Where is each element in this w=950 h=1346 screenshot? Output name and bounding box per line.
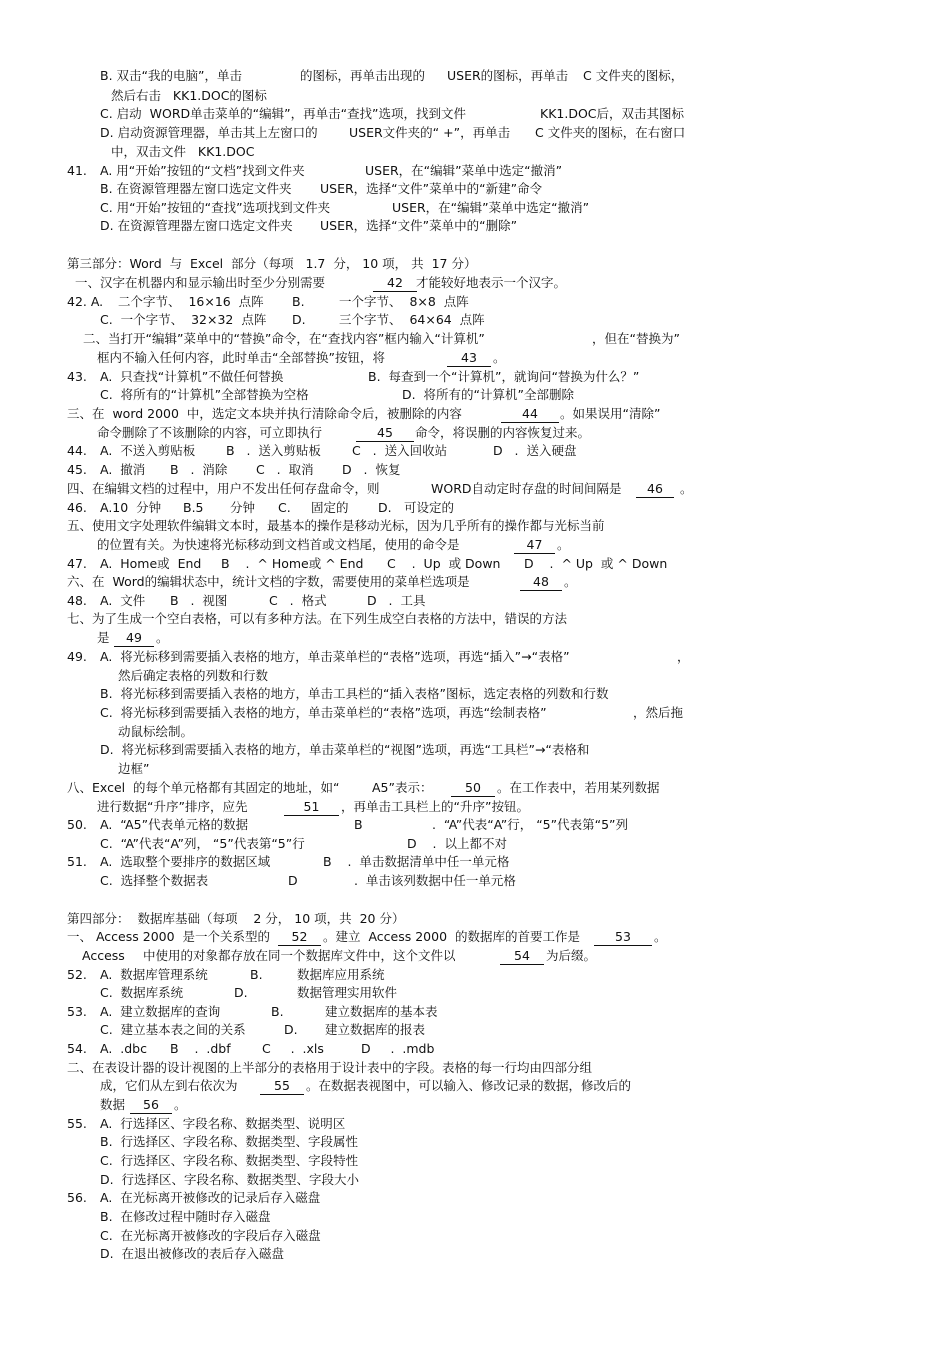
text-segment: A. .dbc bbox=[100, 1041, 147, 1056]
text-segment: D bbox=[288, 873, 298, 888]
text-segment: B. 每查到一个“计算机”，就询问“替换为什么？” bbox=[368, 369, 640, 384]
text-segment: 。 bbox=[174, 1097, 187, 1112]
text-segment: USER的图标，再单击 bbox=[447, 68, 569, 83]
text-segment: 41. bbox=[67, 163, 87, 178]
text-segment: A5”表示： bbox=[372, 780, 433, 795]
text-segment: A. 建立数据库的查询 bbox=[100, 1004, 221, 1019]
text-segment: A. 在光标离开被修改的记录后存入磁盘 bbox=[100, 1190, 321, 1205]
text-segment: B . 送入剪贴板 bbox=[226, 443, 321, 458]
text-segment: C. bbox=[278, 500, 291, 515]
text-segment: D. 将光标移到需要插入表格的地方，单击菜单栏的“视图”选项，再选“工具栏”→“表格和 bbox=[100, 742, 590, 757]
text-segment: 数据库应用系统 bbox=[297, 967, 385, 982]
answer-blank: 56 bbox=[130, 1097, 172, 1114]
text-segment: 51. bbox=[67, 854, 87, 869]
text-segment: A. 撤消 bbox=[100, 462, 146, 477]
answer-blank: 50 bbox=[451, 780, 495, 797]
text-segment: 命令，将误删的内容恢复过来。 bbox=[415, 425, 591, 440]
answer-blank: 48 bbox=[520, 574, 562, 591]
text-segment: B. bbox=[292, 294, 305, 309]
text-segment: 52. bbox=[67, 967, 87, 982]
text-segment: 中，双击文件 KK1.DOC bbox=[111, 144, 255, 159]
answer-blank: 51 bbox=[284, 799, 339, 816]
text-segment: C . Up 或 Down bbox=[387, 556, 501, 571]
text-segment: 命令删除了不该删除的内容，可立即执行 bbox=[97, 425, 323, 440]
text-segment: B. 行选择区、字段名称、数据类型、字段属性 bbox=[100, 1134, 358, 1149]
text-segment: 。如果误用“清除” bbox=[560, 406, 661, 421]
text-segment: D . 工具 bbox=[367, 593, 426, 608]
answer-blank: 53 bbox=[594, 929, 652, 946]
text-segment: D. 行选择区、字段名称、数据类型、字段大小 bbox=[100, 1172, 360, 1187]
answer-blank: 55 bbox=[260, 1078, 304, 1095]
text-segment: 的位置有关。为快速将光标移动到文档首或文档尾，使用的命令是 bbox=[97, 537, 460, 552]
text-segment: D . 以上都不对 bbox=[407, 836, 507, 851]
text-segment: C . .xls bbox=[262, 1041, 324, 1056]
text-segment: 一、汉字在机器内和显示输出时至少分别需要 bbox=[75, 275, 326, 290]
text-segment: 数据管理实用软件 bbox=[297, 985, 398, 1000]
text-segment: B . 单击数据清单中任一单元格 bbox=[323, 854, 510, 869]
text-segment: B. 在资源管理器左窗口选定文件夹 bbox=[100, 181, 292, 196]
text-segment: 。 bbox=[557, 537, 570, 552]
answer-blank: 47 bbox=[514, 537, 555, 554]
text-segment: C. 行选择区、字段名称、数据类型、字段特性 bbox=[100, 1153, 359, 1168]
text-segment: C. “A”代表“A”列， “5”代表第“5”行 bbox=[100, 836, 305, 851]
text-segment: USER文件夹的“ +”，再单击 bbox=[349, 125, 511, 140]
answer-blank: 42 bbox=[373, 275, 417, 292]
text-segment: B.5 bbox=[183, 500, 204, 515]
text-segment: C. 将光标移到需要插入表格的地方，单击菜单栏的“表格”选项，再选“绘制表格” bbox=[100, 705, 547, 720]
text-segment: B . ^ Home或 ^ End bbox=[221, 556, 364, 571]
text-segment: 56. bbox=[67, 1190, 87, 1205]
text-segment: USER，在“编辑”菜单中选定“撤消” bbox=[365, 163, 563, 178]
text-segment: 然后确定表格的列数和行数 bbox=[118, 668, 269, 683]
text-segment: C. 数据库系统 bbox=[100, 985, 184, 1000]
text-segment: 。在工作表中，若用某列数据 bbox=[497, 780, 660, 795]
text-segment: 。 bbox=[493, 350, 506, 365]
text-segment: 一、 Access 2000 是一个关系型的 bbox=[67, 929, 270, 944]
text-segment: 48. bbox=[67, 593, 87, 608]
text-segment: A. 只查找“计算机”不做任何替换 bbox=[100, 369, 284, 384]
text-segment: 可设定的 bbox=[404, 500, 455, 515]
answer-blank: 46 bbox=[636, 481, 674, 498]
text-segment: 54. bbox=[67, 1041, 87, 1056]
text-segment: B. 在修改过程中随时存入磁盘 bbox=[100, 1209, 271, 1224]
answer-blank: 45 bbox=[356, 425, 414, 442]
text-segment: A. “A5”代表单元格的数据 bbox=[100, 817, 249, 832]
text-segment: 。 bbox=[564, 574, 577, 589]
text-segment: C. 用“开始”按钮的“查找”选项找到文件夹 bbox=[100, 200, 331, 215]
text-segment: 第三部分：Word 与 Excel 部分（每项 1.7 分， 10 项， 共 17 分） bbox=[67, 256, 477, 271]
text-segment: D. 在退出被修改的表后存入磁盘 bbox=[100, 1246, 285, 1261]
text-segment: 44. bbox=[67, 443, 87, 458]
text-segment: 是 bbox=[97, 630, 110, 645]
text-segment: 建立数据库的报表 bbox=[325, 1022, 426, 1037]
answer-blank: 43 bbox=[447, 350, 491, 367]
text-segment: 。建立 Access 2000 的数据库的首要工作是 bbox=[323, 929, 580, 944]
text-segment: 固定的 bbox=[311, 500, 349, 515]
text-segment: USER，在“编辑”菜单中选定“撤消” bbox=[392, 200, 590, 215]
text-segment: 建立数据库的基本表 bbox=[325, 1004, 438, 1019]
text-segment: D. 将所有的“计算机”全部删除 bbox=[402, 387, 574, 402]
text-segment: B . 消除 bbox=[170, 462, 228, 477]
text-segment: D . 恢复 bbox=[342, 462, 401, 477]
text-segment: C. 将所有的“计算机”全部替换为空格 bbox=[100, 387, 309, 402]
text-segment: 五、使用文字处理软件编辑文本时，最基本的操作是移动光标，因为几乎所有的操作都与光标当前 bbox=[67, 518, 605, 533]
text-segment: 二、当打开“编辑”菜单中的“替换”命令，在“查找内容”框内输入“计算机” bbox=[83, 331, 485, 346]
text-segment: D. bbox=[234, 985, 248, 1000]
text-segment: 才能较好地表示一个汉字。 bbox=[416, 275, 567, 290]
text-segment: C. 启动 WORD单击菜单的“编辑”，再单击“查找”选项，找到文件 bbox=[100, 106, 467, 121]
text-segment: 45. bbox=[67, 462, 87, 477]
text-segment: B. bbox=[271, 1004, 284, 1019]
text-segment: 三、在 word 2000 中，选定文本块并执行清除命令后，被删除的内容 bbox=[67, 406, 462, 421]
text-segment: 55. bbox=[67, 1116, 87, 1131]
text-segment: 分钟 bbox=[230, 500, 256, 515]
text-segment: C . 取消 bbox=[256, 462, 314, 477]
text-segment: C . 送入回收站 bbox=[352, 443, 448, 458]
text-segment: 三个字节、 64×64 点阵 bbox=[339, 312, 485, 327]
text-segment: D. bbox=[292, 312, 306, 327]
text-segment: A. 将光标移到需要插入表格的地方，单击菜单栏的“表格”选项，再选“插入”→“表格” bbox=[100, 649, 570, 664]
answer-blank: 44 bbox=[501, 406, 559, 423]
text-segment: 成，它们从左到右依次为 bbox=[100, 1078, 238, 1093]
text-segment: D. bbox=[378, 500, 392, 515]
text-segment: 。 bbox=[156, 630, 169, 645]
text-segment: 七、为了生成一个空白表格，可以有多种方法。在下列生成空白表格的方法中，错误的方法 bbox=[67, 611, 568, 626]
text-segment: A. 数据库管理系统 bbox=[100, 967, 208, 982]
text-segment: 数据 bbox=[100, 1097, 126, 1112]
text-segment: 二、在表设计器的设计视图的上半部分的表格用于设计表中的字段。表格的每一行均由四部分组 bbox=[67, 1060, 593, 1075]
text-segment: 43. bbox=[67, 369, 87, 384]
text-segment: 。在数据表视图中，可以输入、修改记录的数据，修改后的 bbox=[306, 1078, 632, 1093]
text-segment: B. 将光标移到需要插入表格的地方，单击工具栏的“插入表格”图标，选定表格的列数和行数 bbox=[100, 686, 609, 701]
text-segment: B bbox=[354, 817, 363, 832]
text-segment: 42. A. bbox=[67, 294, 104, 309]
text-segment: B . 视图 bbox=[170, 593, 228, 608]
text-segment: C 文件夹的图标， bbox=[583, 68, 684, 83]
text-segment: 。 bbox=[680, 481, 693, 496]
text-segment: B. bbox=[250, 967, 263, 982]
text-segment: D. 在资源管理器左窗口选定文件夹 bbox=[100, 218, 293, 233]
text-segment: C. 建立基本表之间的关系 bbox=[100, 1022, 246, 1037]
text-segment: 二个字节、 16×16 点阵 bbox=[118, 294, 264, 309]
text-segment: C. 选择整个数据表 bbox=[100, 873, 209, 888]
text-segment: KK1.DOC后，双击其图标 bbox=[540, 106, 685, 121]
text-segment: . “A”代表“A”行， “5”代表第“5”列 bbox=[432, 817, 629, 832]
text-segment: 八、Excel 的每个单元格都有其固定的地址，如“ bbox=[67, 780, 340, 795]
text-segment: 47. bbox=[67, 556, 87, 571]
text-segment: A.10 分钟 bbox=[100, 500, 162, 515]
text-segment: 边框” bbox=[118, 761, 150, 776]
text-segment: C 文件夹的图标，在右窗口 bbox=[535, 125, 686, 140]
text-segment: 进行数据“升序”排序，应先 bbox=[97, 799, 248, 814]
text-segment: 框内不输入任何内容，此时单击“全部替换”按钮，将 bbox=[97, 350, 385, 365]
text-segment: 50. bbox=[67, 817, 87, 832]
text-segment: 53. bbox=[67, 1004, 87, 1019]
answer-blank: 49 bbox=[114, 630, 154, 647]
text-segment: ，再单击工具栏上的“升序”按钮。 bbox=[341, 799, 529, 814]
text-segment: D . 送入硬盘 bbox=[493, 443, 577, 458]
text-segment: A. 选取整个要排序的数据区域 bbox=[100, 854, 271, 869]
text-segment: 然后右击 KK1.DOC的图标 bbox=[111, 88, 267, 103]
text-segment: A. 用“开始”按钮的“文档”找到文件夹 bbox=[100, 163, 305, 178]
text-segment: 动鼠标绘制。 bbox=[118, 724, 194, 739]
text-segment: 中使用的对象都存放在同一个数据库文件中，这个文件以 bbox=[143, 948, 456, 963]
answer-blank: 52 bbox=[278, 929, 321, 946]
text-segment: C. 在光标离开被修改的字段后存入磁盘 bbox=[100, 1228, 321, 1243]
text-segment: ， bbox=[677, 649, 690, 664]
text-segment: 六、在 Word的编辑状态中，统计文档的字数，需要使用的菜单栏选项是 bbox=[67, 574, 470, 589]
text-segment: 46. bbox=[67, 500, 87, 515]
text-segment: 第四部分： 数据库基础（每项 2 分， 10 项，共 20 分） bbox=[67, 911, 405, 926]
answer-blank: 54 bbox=[500, 948, 544, 965]
text-segment: 。 bbox=[654, 929, 667, 944]
text-segment: Access bbox=[82, 948, 125, 963]
text-segment: ，然后拖 bbox=[633, 705, 684, 720]
text-segment: C. 一个字节、 32×32 点阵 bbox=[100, 312, 267, 327]
text-segment: 一个字节、 8×8 点阵 bbox=[339, 294, 469, 309]
text-segment: USER，选择“文件”菜单中的“新建”命令 bbox=[320, 181, 543, 196]
text-segment: USER，选择“文件”菜单中的“删除” bbox=[320, 218, 518, 233]
text-segment: A. 不送入剪贴板 bbox=[100, 443, 196, 458]
text-segment: B . .dbf bbox=[170, 1041, 231, 1056]
text-segment: . 单击该列数据中任一单元格 bbox=[354, 873, 516, 888]
text-segment: 49. bbox=[67, 649, 87, 664]
text-segment: A. 行选择区、字段名称、数据类型、说明区 bbox=[100, 1116, 346, 1131]
text-segment: 的图标，再单击出现的 bbox=[300, 68, 426, 83]
text-segment: ，但在“替换为” bbox=[592, 331, 680, 346]
text-segment: A. 文件 bbox=[100, 593, 146, 608]
text-segment: 为后缀。 bbox=[546, 948, 597, 963]
text-segment: D . .mdb bbox=[361, 1041, 435, 1056]
text-segment: 四、在编辑文档的过程中，用户不发出任何存盘命令，则 bbox=[67, 481, 380, 496]
text-segment: A. Home或 End bbox=[100, 556, 202, 571]
text-segment: C . 格式 bbox=[269, 593, 327, 608]
text-segment: D. bbox=[284, 1022, 298, 1037]
text-segment: B. 双击“我的电脑”，单击 bbox=[100, 68, 242, 83]
text-segment: WORD自动定时存盘的时间间隔是 bbox=[431, 481, 622, 496]
text-segment: D . ^ Up 或 ^ Down bbox=[524, 556, 668, 571]
text-segment: D. 启动资源管理器，单击其上左窗口的 bbox=[100, 125, 318, 140]
